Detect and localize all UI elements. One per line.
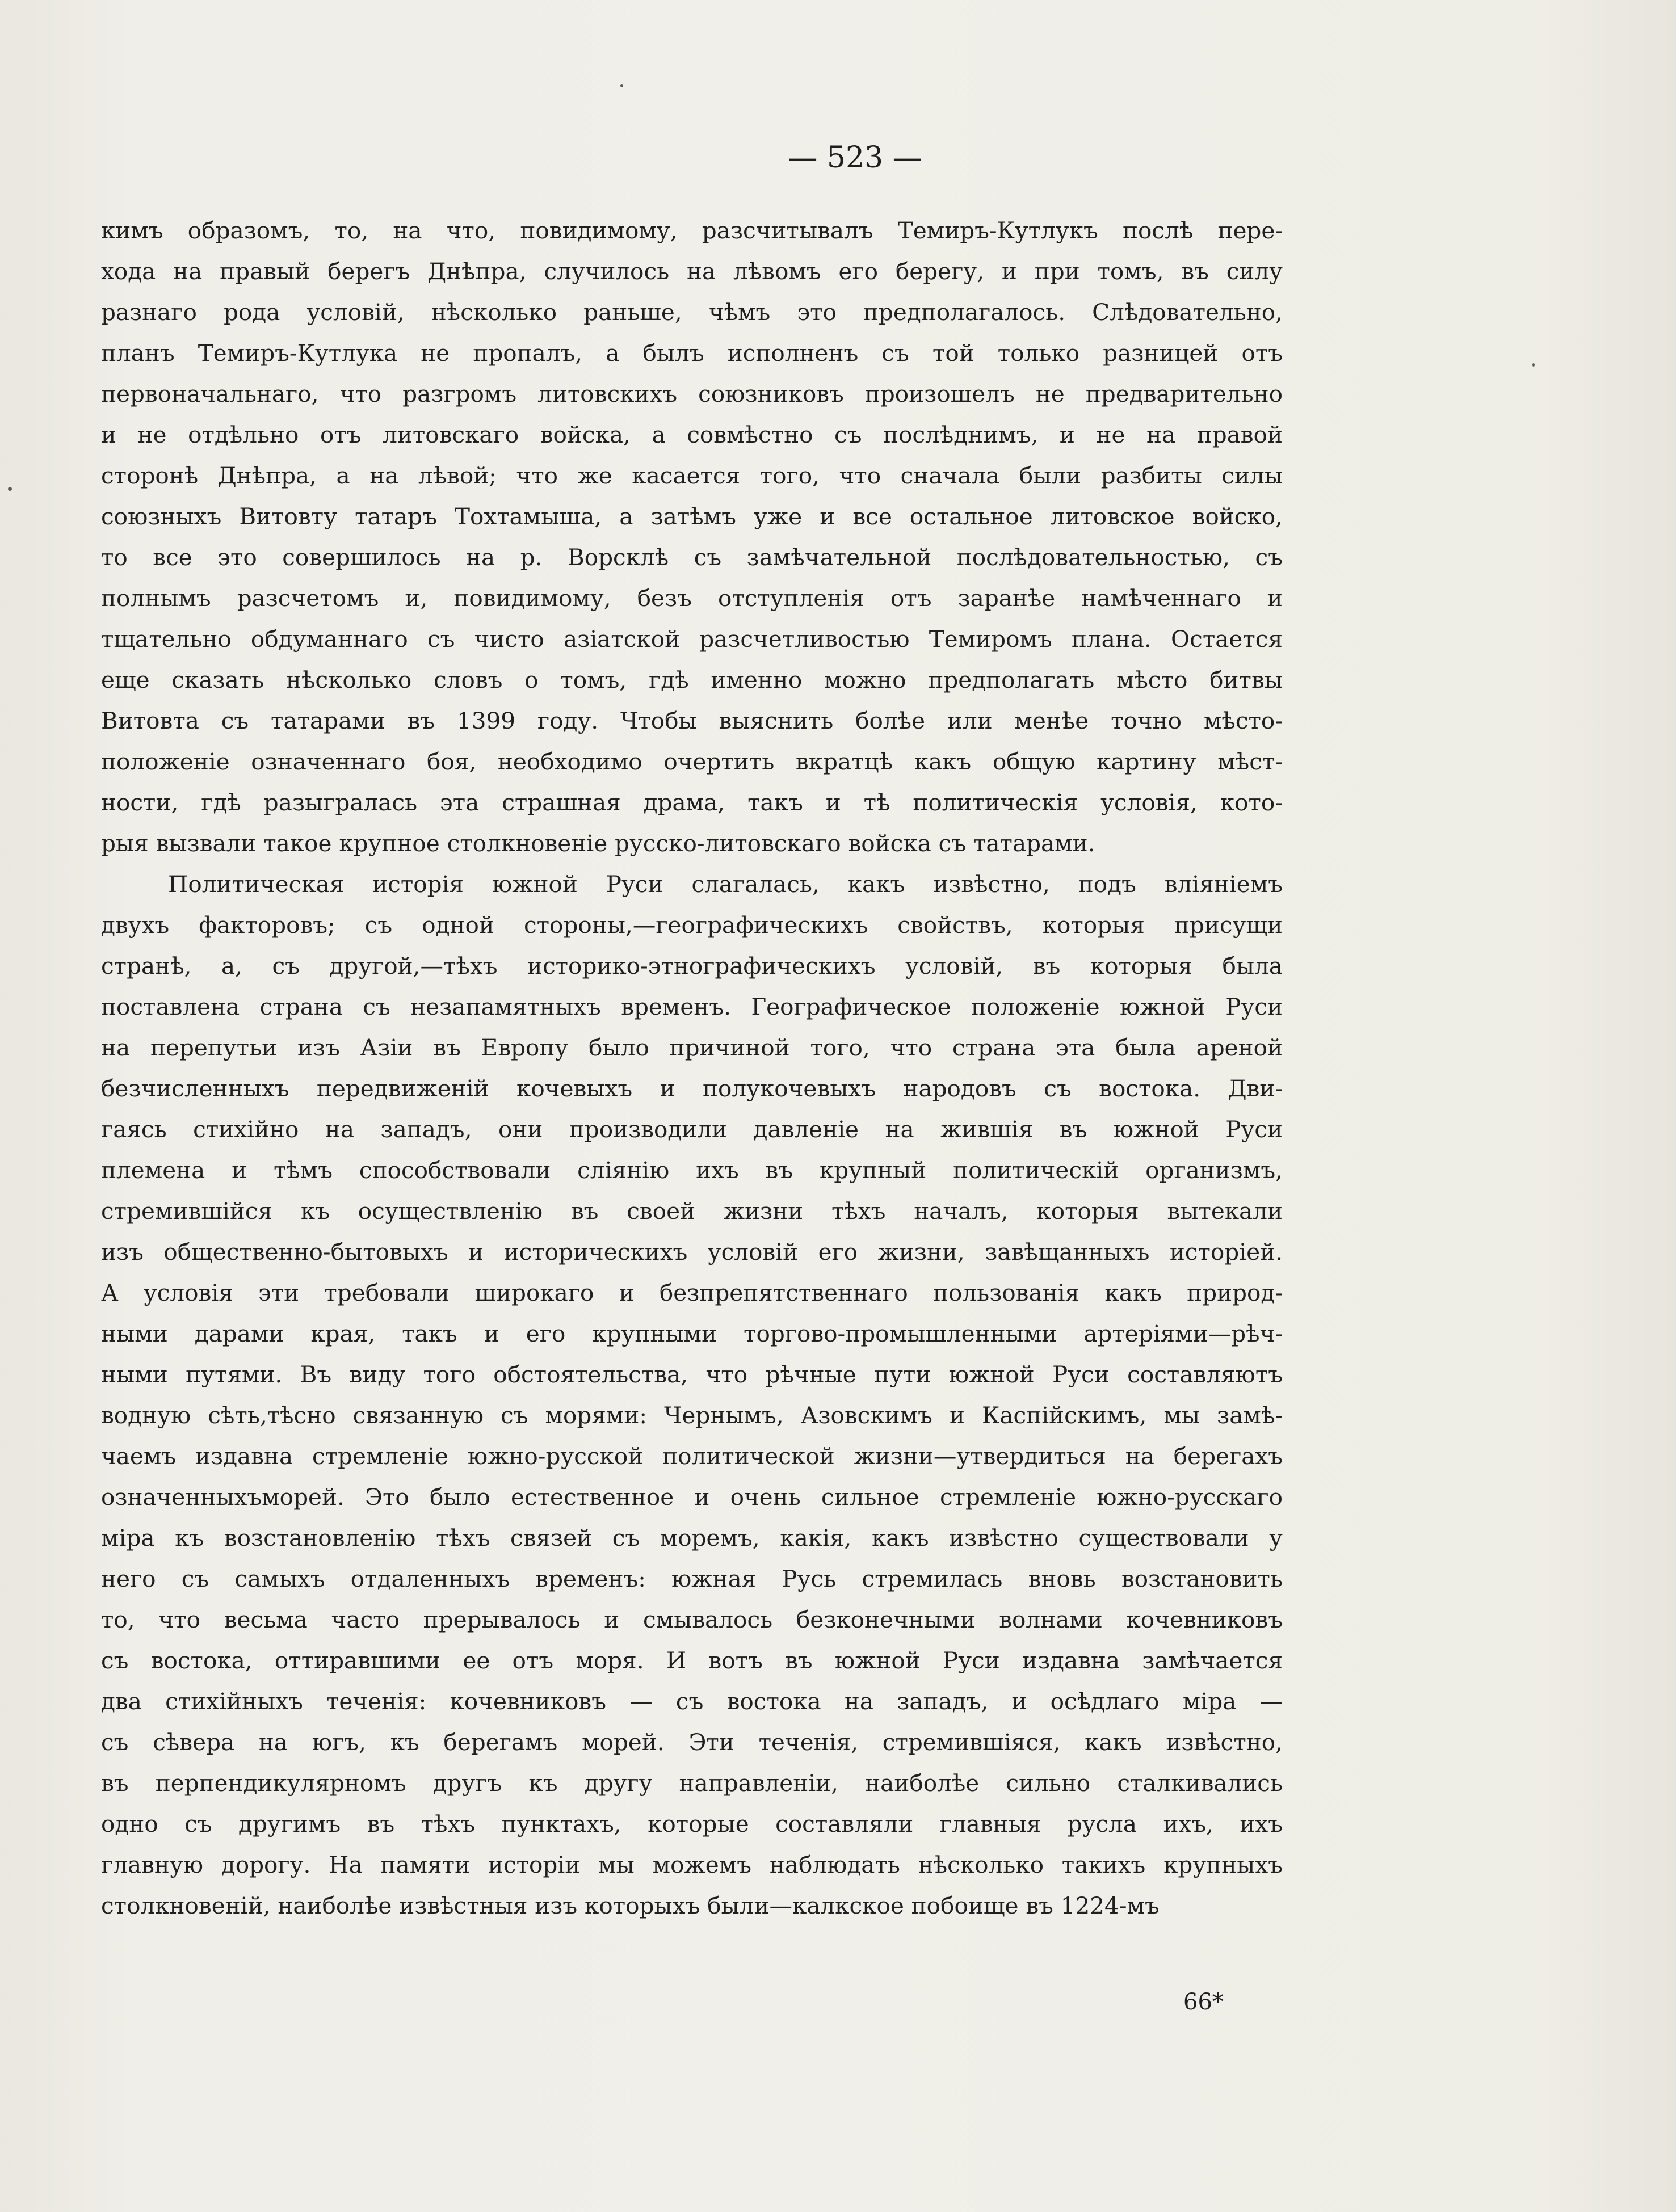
text-line: на перепутьи изъ Азіи въ Европу было причиной того, что страна эта была ареной (101, 1034, 1283, 1061)
ink-speck (8, 487, 12, 491)
text-line: Витовта съ татарами въ 1399 году. Чтобы выяснить болѣе или менѣе точно мѣсто- (101, 707, 1283, 734)
text-line: съ востока, оттиравшими ее отъ моря. И вотъ въ южной Руси издавна замѣчается (101, 1647, 1283, 1674)
body-text (101, 210, 1283, 1926)
text-line: ными путями. Въ виду того обстоятельства, что рѣчные пути южной Руси составляютъ (101, 1361, 1283, 1388)
signature-mark: 66* (1183, 1989, 1224, 2015)
paragraph (101, 210, 1283, 864)
text-line: поставлена страна съ незапамятныхъ временъ. Географическое положеніе южной Руси (101, 993, 1283, 1020)
ink-speck (1532, 363, 1535, 367)
text-line: полнымъ разсчетомъ и, повидимому, безъ отступленія отъ заранѣе намѣченнаго и (101, 584, 1283, 612)
text-line: странѣ, а, съ другой,—тѣхъ историко-этнографическихъ условій, въ которыя была (101, 952, 1283, 979)
text-line: въ перпендикулярномъ другъ къ другу направленіи, наиболѣе сильно сталкивались (101, 1769, 1283, 1797)
text-line: положеніе означеннаго боя, необходимо очертить вкратцѣ какъ общую картину мѣст- (101, 748, 1283, 775)
text-line: изъ общественно-бытовыхъ и историческихъ условій его жизни, завѣщанныхъ исторіей. (101, 1238, 1283, 1265)
text-line: то все это совершилось на р. Ворсклѣ съ замѣчательной послѣдовательностью, съ (101, 544, 1283, 571)
text-line: рыя вызвали такое крупное столкновеніе русско-литовскаго войска съ татарами. (101, 830, 1095, 857)
text-line: еще сказать нѣсколько словъ о томъ, гдѣ именно можно предполагать мѣсто битвы (101, 666, 1283, 693)
text-line: стремившійся къ осуществленію въ своей жизни тѣхъ началъ, которыя вытекали (101, 1197, 1283, 1225)
text-line: означенныхъморей. Это было естественное и очень сильное стремленіе южно-русскаго (101, 1483, 1283, 1511)
paragraph (101, 864, 1283, 1926)
text-line: то, что весьма часто прерывалось и смывалось безконечными волнами кочевниковъ (101, 1606, 1283, 1633)
text-line: гаясь стихійно на западъ, они производили давленіе на жившія въ южной Руси (101, 1116, 1283, 1143)
text-line: Политическая исторія южной Руси слагалась, какъ извѣстно, подъ вліяніемъ (168, 870, 1283, 898)
page-number-header: — 523 — (788, 141, 922, 175)
text-line: столкновеній, наиболѣе извѣстныя изъ которыхъ были—калкское побоище въ 1224-мъ (101, 1892, 1160, 1919)
text-line: чаемъ издавна стремленіе южно-русской политической жизни—утвердиться на берегахъ (101, 1443, 1283, 1470)
text-line: ности, гдѣ разыгралась эта страшная драма, такъ и тѣ политическія условія, кото- (101, 789, 1283, 816)
text-line: два стихійныхъ теченія: кочевниковъ — съ востока на западъ, и осѣдлаго міра — (101, 1688, 1283, 1715)
text-line: кимъ образомъ, то, на что, повидимому, разсчитывалъ Темиръ-Кутлукъ послѣ пере- (101, 217, 1283, 244)
text-line: одно съ другимъ въ тѣхъ пунктахъ, которые составляли главныя русла ихъ, ихъ (101, 1810, 1283, 1837)
text-line: сторонѣ Днѣпра, а на лѣвой; что же касается того, что сначала были разбиты силы (101, 462, 1283, 489)
text-line: тщательно обдуманнаго съ чисто азіатской разсчетливостью Темиромъ плана. Остается (101, 625, 1283, 653)
text-line: хода на правый берегъ Днѣпра, случилось на лѣвомъ его берегу, и при томъ, въ силу (101, 258, 1283, 285)
text-line: міра къ возстановленію тѣхъ связей съ моремъ, какія, какъ извѣстно существовали у (101, 1524, 1283, 1551)
text-line: ными дарами края, такъ и его крупными торгово-промышленными артеріями—рѣч- (101, 1320, 1283, 1347)
text-line: водную сѣть,тѣсно связанную съ морями: Чернымъ, Азовскимъ и Каспійскимъ, мы замѣ- (101, 1402, 1283, 1429)
text-line: союзныхъ Витовту татаръ Тохтамыша, а затѣмъ уже и все остальное литовское войско, (101, 503, 1283, 530)
text-line: разнаго рода условій, нѣсколько раньше, чѣмъ это предполагалось. Слѣдовательно, (101, 298, 1283, 326)
text-line: планъ Темиръ-Кутлука не пропалъ, а былъ исполненъ съ той только разницей отъ (101, 339, 1283, 367)
text-line: главную дорогу. На памяти исторіи мы можемъ наблюдать нѣсколько такихъ крупныхъ (101, 1851, 1283, 1878)
text-line: него съ самыхъ отдаленныхъ временъ: южная Русь стремилась вновь возстановить (101, 1565, 1283, 1592)
text-line: съ сѣвера на югъ, къ берегамъ морей. Эти теченія, стремившіяся, какъ извѣстно, (101, 1729, 1283, 1756)
ink-speck (620, 84, 623, 87)
text-line: племена и тѣмъ способствовали слiянію ихъ въ крупный политическій организмъ, (101, 1157, 1283, 1184)
text-line: первоначальнаго, что разгромъ литовскихъ союзниковъ произошелъ не предварительно (101, 380, 1283, 407)
text-line: безчисленныхъ передвиженій кочевыхъ и полукочевыхъ народовъ съ востока. Дви- (101, 1075, 1283, 1102)
text-line: и не отдѣльно отъ литовскаго войска, а совмѣстно съ послѣднимъ, и не на правой (101, 421, 1283, 448)
text-line: двухъ факторовъ; съ одной стороны,—географическихъ свойствъ, которыя присущи (101, 911, 1283, 939)
text-line: А условія эти требовали широкаго и безпрепятственнаго пользованія какъ природ- (101, 1279, 1283, 1306)
